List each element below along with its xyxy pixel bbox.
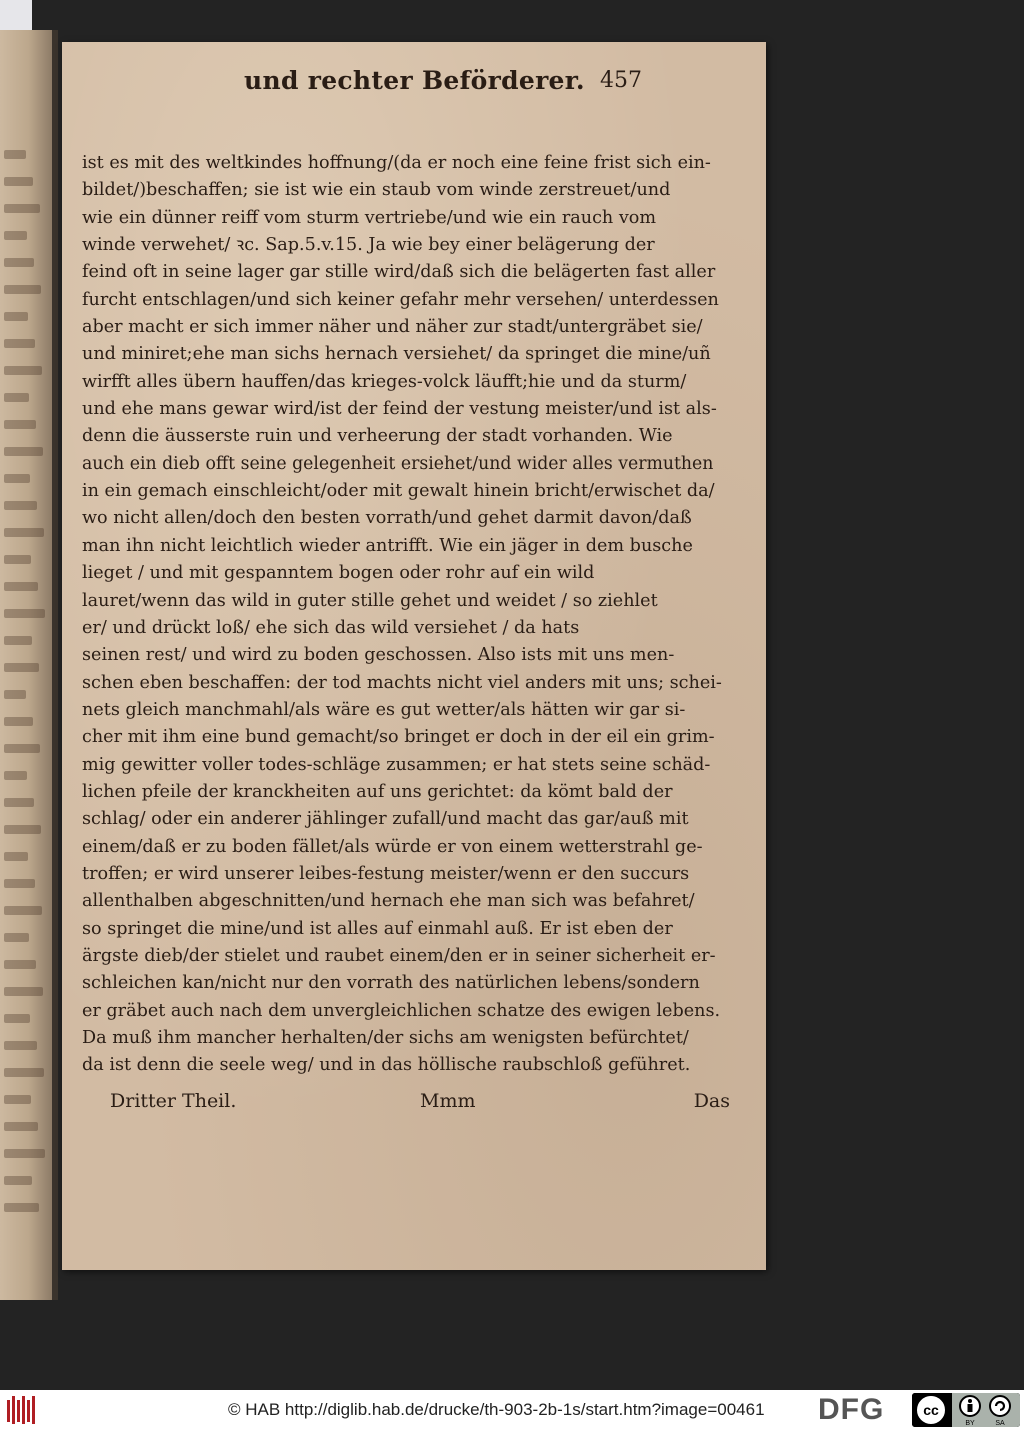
facing-page-text-fragment bbox=[4, 528, 44, 537]
text-line: aber macht er sich immer näher und näher zur stadt/untergräbet sie/ bbox=[82, 317, 703, 338]
facing-page-text-fragment bbox=[4, 1095, 31, 1104]
text-line: seinen rest/ und wird zu boden geschossen. Also ists mit uns men- bbox=[82, 645, 675, 666]
facing-page-text-fragment bbox=[4, 420, 36, 429]
sa-label: SA bbox=[995, 1420, 1005, 1427]
running-title: und rechter Beförderer. bbox=[244, 66, 585, 95]
text-line: er/ und drückt loß/ ehe sich das wild versiehet / da hats bbox=[82, 617, 580, 638]
facing-page-text-fragment bbox=[4, 663, 39, 672]
page-body-text bbox=[82, 150, 722, 1080]
text-line: furcht entschlagen/und sich keiner gefahr mehr versehen/ unterdessen bbox=[82, 289, 719, 310]
signature-line: Dritter Theil. bbox=[110, 1090, 237, 1112]
text-line: wo nicht allen/doch den besten vorrath/und gehet darmit davon/daß bbox=[82, 508, 692, 529]
facing-page-text-fragment bbox=[4, 1176, 32, 1185]
facing-page-text-fragment bbox=[4, 1122, 38, 1131]
text-line: lieget / und mit gespanntem bogen oder rohr auf ein wild bbox=[82, 563, 595, 584]
signature-mark: Mmm bbox=[420, 1090, 476, 1112]
facing-page-text-fragment bbox=[4, 285, 41, 294]
facing-page-text-fragment bbox=[4, 231, 27, 240]
facing-page-text-fragment bbox=[4, 987, 43, 996]
text-line: denn die äusserste ruin und verheerung der stadt vorhanden. Wie bbox=[82, 426, 673, 447]
text-line: schen eben beschaffen: der tod machts nicht viel anders mit uns; schei- bbox=[82, 672, 722, 693]
text-line: und miniret;ehe man sichs hernach versiehet/ da springet die mine/uñ bbox=[82, 344, 711, 365]
text-line: allenthalben abgeschnitten/und hernach ehe man sich was befahret/ bbox=[82, 891, 695, 912]
book-gutter bbox=[52, 30, 58, 1300]
facing-page-text-fragment bbox=[4, 1203, 39, 1212]
text-line: in ein gemach einschleicht/oder mit gewalt hinein bricht/erwischet da/ bbox=[82, 481, 715, 502]
page-number: 457 bbox=[600, 68, 642, 93]
text-line: auch ein dieb offt seine gelegenheit ersiehet/und wider alles vermuthen bbox=[82, 453, 714, 474]
text-line: er gräbet auch nach dem unvergleichlichen schatze des ewigen lebens. bbox=[82, 1000, 721, 1021]
page-footer bbox=[110, 1090, 730, 1120]
facing-page-text-fragment bbox=[4, 150, 26, 159]
facing-page-text-fragment bbox=[4, 312, 28, 321]
facing-page-edge bbox=[0, 30, 52, 1300]
text-line: lauret/wenn das wild in guter stille gehet und weidet / so ziehlet bbox=[82, 590, 658, 611]
text-line: ärgste dieb/der stielet und raubet einem/den er in seiner sicherheit er- bbox=[82, 945, 716, 966]
facing-page-text-fragment bbox=[4, 1068, 44, 1077]
facing-page-text-fragment bbox=[4, 339, 35, 348]
facing-page-text-fragment bbox=[4, 825, 41, 834]
text-line: schlag/ oder ein anderer jählinger zufall/und macht das gar/auß mit bbox=[82, 809, 689, 830]
text-line: wie ein dünner reiff vom sturm vertriebe/und wie ein rauch vom bbox=[82, 207, 657, 228]
facing-page-text-fragment bbox=[4, 177, 33, 186]
cc-label: cc bbox=[923, 1402, 939, 1418]
facing-page-text-fragment bbox=[4, 582, 38, 591]
facing-page-text-fragment bbox=[4, 1041, 37, 1050]
facing-page-text-fragment bbox=[4, 474, 30, 483]
text-line: nets gleich manchmahl/als wäre es gut wetter/als hätten wir gar si- bbox=[82, 699, 686, 720]
facing-page-text-fragment bbox=[4, 771, 27, 780]
text-line: so springet die mine/und ist alles auf einmahl auß. Er ist eben der bbox=[82, 918, 673, 939]
facing-page-text-fragment bbox=[4, 960, 36, 969]
facing-page-text-fragment bbox=[4, 258, 34, 267]
text-line: troffen; er wird unserer leibes-festung meister/wenn er den succurs bbox=[82, 863, 690, 884]
text-line: feind oft in seine lager gar stille wird/daß sich die belägerten fast aller bbox=[82, 262, 716, 283]
facing-page-text-fragment bbox=[4, 744, 40, 753]
facing-page-text-fragment bbox=[4, 906, 42, 915]
facing-page-text-fragment bbox=[4, 447, 43, 456]
text-line: mig gewitter voller todes-schläge zusammen; er hat stets seine schäd- bbox=[82, 754, 711, 775]
running-head bbox=[178, 66, 648, 96]
text-line: schleichen kan/nicht nur den vorrath des natürlichen lebens/sondern bbox=[82, 973, 700, 994]
facing-page-text-fragment bbox=[4, 798, 34, 807]
catchword: Das bbox=[693, 1090, 730, 1112]
text-line: lichen pfeile der kranckheiten auf uns gerichtet: da kömt bald der bbox=[82, 781, 673, 802]
text-line: cher mit ihm eine bund gemacht/so bringet er doch in der eil ein grim- bbox=[82, 727, 715, 748]
facing-page-text-fragment bbox=[4, 609, 45, 618]
cc-by-sa-icon bbox=[912, 1393, 1020, 1427]
text-line: einem/daß er zu boden fället/als würde er von einem wetterstrahl ge- bbox=[82, 836, 703, 857]
text-line: und ehe mans gewar wird/ist der feind der vestung meister/und ist als- bbox=[82, 399, 717, 420]
facing-page-text-fragment bbox=[4, 204, 40, 213]
text-line: bildet/)beschaffen; sie ist wie ein staub vom winde zerstreuet/und bbox=[82, 180, 671, 201]
facing-page-text-fragment bbox=[4, 1149, 45, 1158]
facing-page-text-fragment bbox=[4, 366, 42, 375]
facing-page-text-fragment bbox=[4, 690, 26, 699]
facing-page-text-fragment bbox=[4, 933, 29, 942]
footer-bar bbox=[0, 1390, 1024, 1430]
hab-logo-icon[interactable] bbox=[6, 1394, 36, 1426]
facing-page-text-fragment bbox=[4, 1014, 30, 1023]
facing-page-text-fragment bbox=[4, 636, 32, 645]
facing-page-text-fragment bbox=[4, 501, 37, 510]
cc-license-badge[interactable] bbox=[912, 1393, 1020, 1427]
text-line: wirfft alles übern hauffen/das krieges-volck läufft;hie und da sturm/ bbox=[82, 371, 687, 392]
text-line: Da muß ihm mancher herhalten/der sichs am wenigsten befürchtet/ bbox=[82, 1028, 689, 1048]
facing-page-text-fragment bbox=[4, 555, 31, 564]
text-line: man ihn nicht leichtlich wieder antrifft. Wie ein jäger in dem busche bbox=[82, 535, 693, 556]
facing-page-text-fragment bbox=[4, 717, 33, 726]
facing-page-text-fragment bbox=[4, 393, 29, 402]
text-line: winde verwehet/ ꝛc. Sap.5.v.15. Ja wie bey einer belägerung der bbox=[82, 235, 655, 256]
text-line: da ist denn die seele weg/ und in das höllische raubschloß geführet. bbox=[82, 1055, 691, 1076]
text-line: ist es mit des weltkindes hoffnung/(da er noch eine feine frist sich ein- bbox=[82, 153, 711, 173]
dfg-logo[interactable]: DFG bbox=[818, 1393, 885, 1426]
copyright-link[interactable]: © HAB http://diglib.hab.de/drucke/th-903-2b-1s/start.htm?image=00461 bbox=[228, 1400, 765, 1419]
by-label: BY bbox=[965, 1420, 975, 1427]
facing-page-text-fragment bbox=[4, 879, 35, 888]
facing-page-text-fragment bbox=[4, 852, 28, 861]
